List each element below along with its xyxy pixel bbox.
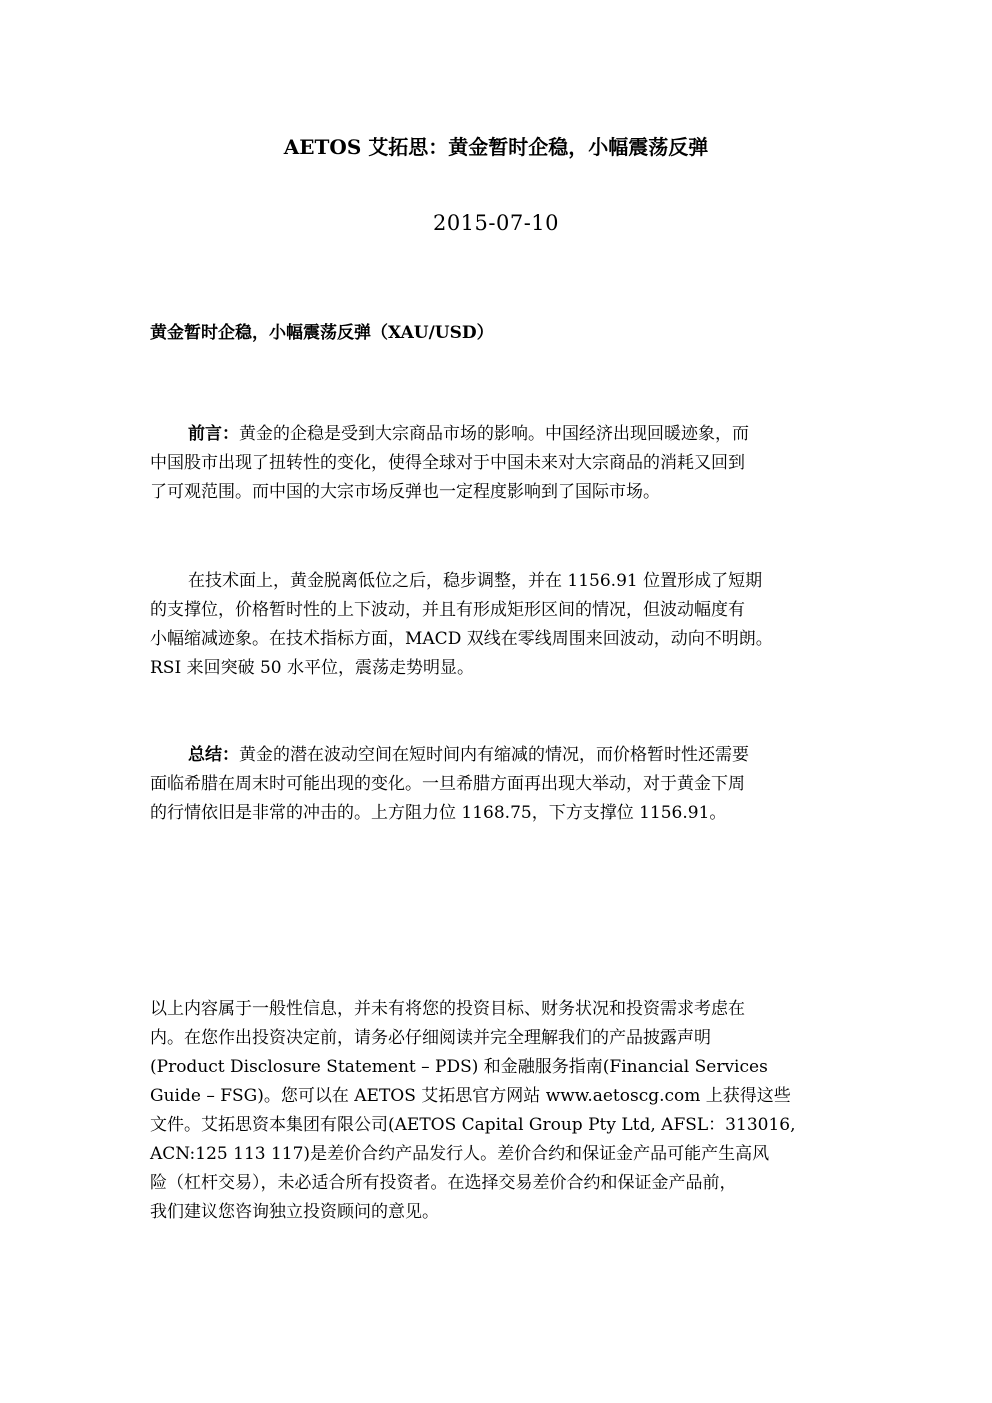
summary-line — [150, 741, 850, 770]
disclaimer-line: 文件。艾拓思资本集团有限公司(AETOS Capital Group Pty Ltd, AFSL：313016, — [150, 1115, 796, 1135]
preface-paragraph — [150, 420, 850, 507]
technical-line: 小幅缩减迹象。在技术指标方面，MACD 双线在零线周围来回波动，动向不明朗。 — [150, 629, 773, 649]
summary-text: 黄金的潜在波动空间在短时间内有缩减的情况，而价格暂时性还需要 — [239, 745, 749, 765]
technical-line: 的支撑位，价格暂时性的上下波动，并且有形成矩形区间的情况，但波动幅度有 — [150, 600, 745, 620]
summary-label: 总结： — [188, 745, 239, 765]
preface-text: 黄金的企稳是受到大宗商品市场的影响。中国经济出现回暖迹象，而 — [239, 424, 749, 444]
preface-label: 前言： — [188, 424, 239, 444]
technical-line: 在技术面上，黄金脱离低位之后，稳步调整，并在 1156.91 位置形成了短期 — [188, 571, 763, 591]
preface-line — [150, 420, 850, 449]
summary-line: 的行情依旧是非常的冲击的。上方阻力位 1168.75，下方支撑位 1156.91。 — [150, 803, 727, 823]
disclaimer-line: 我们建议您咨询独立投资顾问的意见。 — [150, 1202, 439, 1222]
technical-paragraph — [150, 567, 850, 683]
disclaimer-paragraph — [150, 995, 850, 1227]
disclaimer-line: 以上内容属于一般性信息，并未有将您的投资目标、财务状况和投资需求考虑在 — [150, 999, 745, 1019]
disclaimer-line: ACN:125 113 117)是差价合约产品发行人。差价合约和保证金产品可能产生高风 — [150, 1144, 770, 1164]
summary-paragraph — [150, 741, 850, 828]
disclaimer-line: Guide – FSG)。您可以在 AETOS 艾拓思官方网站 www.aetoscg.com 上获得这些 — [150, 1086, 791, 1106]
disclaimer-line: 内。在您作出投资决定前，请务必仔细阅读并完全理解我们的产品披露声明 — [150, 1028, 711, 1048]
section-heading: 黄金暂时企稳，小幅震荡反弹（XAU/USD） — [150, 323, 494, 343]
disclaimer-line: 险（杠杆交易），未必适合所有投资者。在选择交易差价合约和保证金产品前， — [150, 1173, 737, 1193]
preface-line: 中国股市出现了扭转性的变化，使得全球对于中国未来对大宗商品的消耗又回到 — [150, 453, 745, 473]
disclaimer-line: (Product Disclosure Statement – PDS) 和金融服务指南(Financial Services — [150, 1057, 768, 1077]
summary-line: 面临希腊在周末时可能出现的变化。一旦希腊方面再出现大举动，对于黄金下周 — [150, 774, 745, 794]
document-date: 2015-07-10 — [432, 211, 560, 235]
document-title: AETOS 艾拓思：黄金暂时企稳，小幅震荡反弹 — [283, 135, 709, 159]
preface-line: 了可观范围。而中国的大宗市场反弹也一定程度影响到了国际市场。 — [150, 482, 660, 502]
technical-line: RSI 来回突破 50 水平位，震荡走势明显。 — [150, 658, 475, 678]
